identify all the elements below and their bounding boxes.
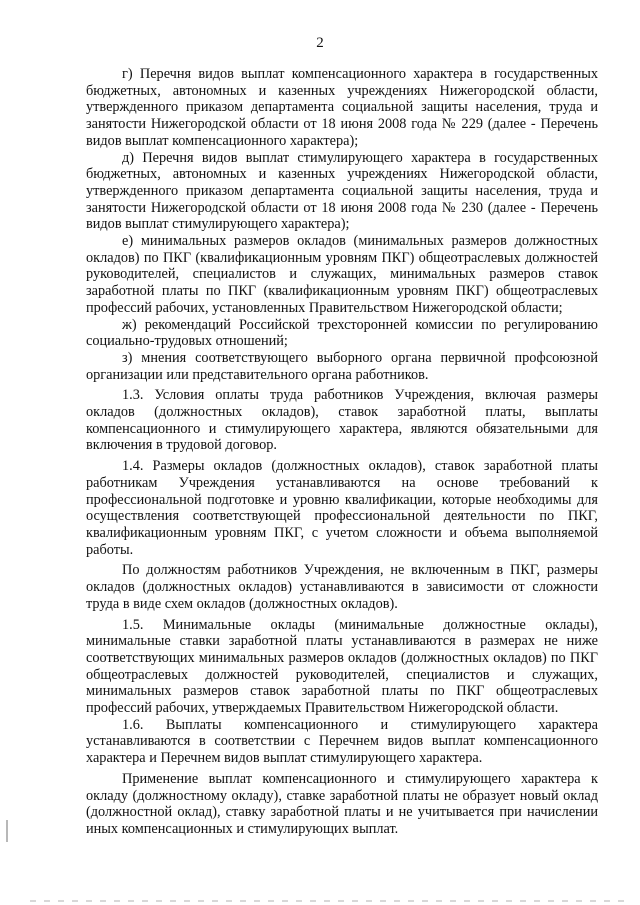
page-number: 2 [316, 35, 324, 51]
scan-artifact-left [6, 820, 8, 842]
paragraph-z: з) мнения соответствующего выборного органа первичной профсоюзной организации или представительного органа работников. [86, 349, 598, 383]
paragraph-1-5: 1.5. Минимальные оклады (минимальные должностные оклады), минимальные ставки заработной платы устанавливаются в размерах не ниже соответствующих минимальных размеров окладов (должностных окладов) по ПКГ общеотраслевых должностей руководителей, специалистов и служащих, минимальных размеров ставок заработной платы по ПКГ общеотраслевых профессий рабочих, утверждаемых Правительством Нижегородской области. [86, 616, 598, 717]
paragraph-1-4-cont: По должностям работников Учреждения, не включенным в ПКГ, размеры окладов (должностных окладов) устанавливаются в зависимости от сложности труда в виде схем окладов (должностных окладов). [86, 562, 598, 612]
paragraph-1-3: 1.3. Условия оплаты труда работников Учреждения, включая размеры окладов (должностных окладов), ставок заработной платы, выплаты компенсационного и стимулирующего характера, являются обязательными для включения в трудовой договор. [86, 387, 598, 454]
scan-artifact-bottom [30, 900, 630, 902]
paragraph-d: д) Перечня видов выплат стимулирующего характера в государственных бюджетных, автономных и казенных учреждениях Нижегородской области, утвержденного приказом департамента социальной защиты населения, труда и занятости Нижегородской области от 18 июня 2008 года № 230 (далее - Перечень видов выплат стимулирующего характера); [86, 149, 598, 233]
paragraph-1-4: 1.4. Размеры окладов (должностных окладов), ставок заработной платы работникам Учреждения устанавливаются на основе требований к профессиональной подготовке и уровню квалификации, которые необходимы для осуществления соответствующей профессиональной деятельности по ПКГ, квалификационным уровням ПКГ, с учетом сложности и объема выполняемой работы. [86, 458, 598, 558]
document-body [86, 66, 598, 838]
paragraph-zh: ж) рекомендаций Российской трехсторонней комиссии по регулированию социально-трудовых отношений; [86, 316, 598, 350]
paragraph-1-6-cont: Применение выплат компенсационного и стимулирующего характера к окладу (должностному окладу), ставке заработной платы не образует новый оклад (должностной оклад), ставку заработной платы и не учитывается при начислении иных компенсационных и стимулирующих выплат. [86, 770, 598, 837]
paragraph-e: е) минимальных размеров окладов (минимальных размеров должностных окладов) по ПКГ (квалификационным уровням ПКГ) общеотраслевых должностей руководителей, специалистов и служащих, минимальных размеров ставок заработной платы по ПКГ (квалификационным уровням ПКГ) общеотраслевых профессий рабочих, установленных Правительством Нижегородской области; [86, 233, 598, 316]
paragraph-g: г) Перечня видов выплат компенсационного характера в государственных бюджетных, автономных и казенных учреждениях Нижегородской области, утвержденного приказом департамента социальной защиты населения, труда и занятости Нижегородской области от 18 июня 2008 года № 229 (далее - Перечень видов выплат компенсационного характера); [86, 66, 598, 149]
paragraph-1-6: 1.6. Выплаты компенсационного и стимулирующего характера устанавливаются в соответствии с Перечнем видов выплат компенсационного характера и Перечнем видов выплат стимулирующего характера. [86, 716, 598, 767]
